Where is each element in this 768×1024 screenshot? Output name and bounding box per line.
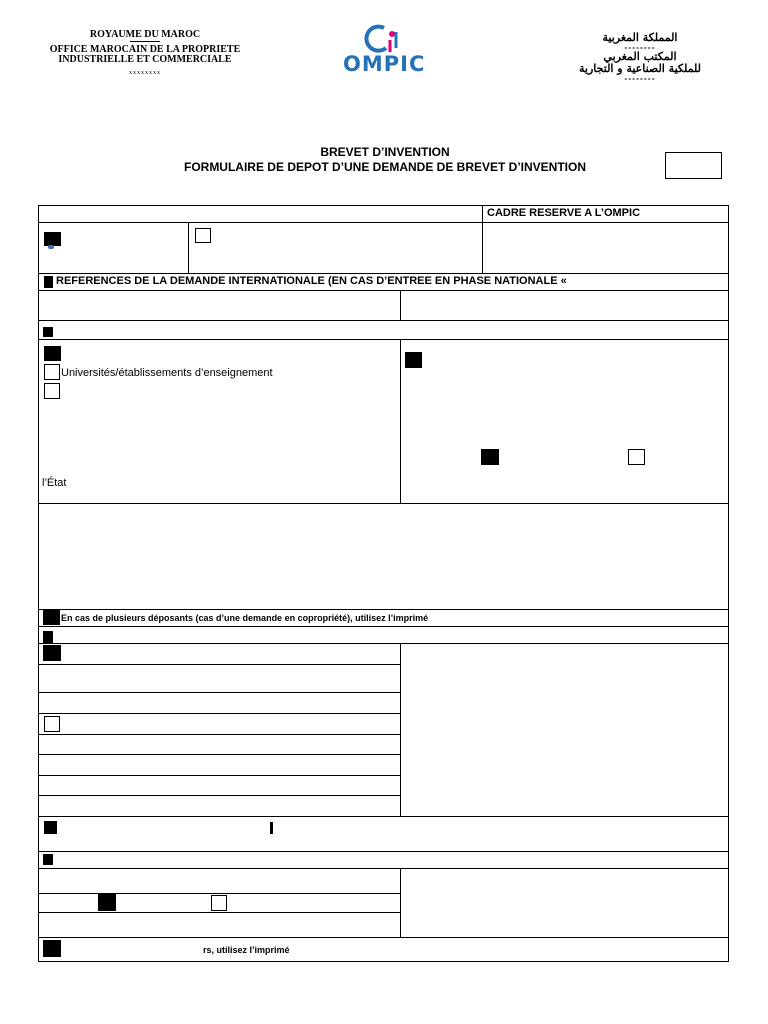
redacted-mark — [43, 631, 53, 643]
grid-line — [38, 775, 400, 776]
grid-line — [38, 961, 729, 962]
redacted-mark — [270, 822, 273, 834]
checkbox[interactable] — [211, 895, 227, 911]
logo-emblem-icon — [340, 22, 440, 56]
header-arabic — [545, 32, 735, 82]
grid-line — [38, 339, 729, 340]
grid-line — [728, 205, 729, 962]
grid-line — [38, 734, 400, 735]
grid-line — [38, 868, 729, 869]
logo-text: OMPIC — [343, 52, 426, 76]
arabic-office-line1: المكتب المغربي — [603, 50, 677, 63]
grid-line — [38, 713, 400, 714]
grid-line — [38, 816, 729, 817]
redacted-mark — [44, 276, 53, 288]
grid-line — [38, 937, 729, 938]
grid-line — [400, 643, 401, 816]
kingdom-name: ROYAUME DU MAROC — [89, 29, 201, 40]
header-rule — [130, 41, 160, 42]
redacted-mark — [44, 232, 61, 246]
checkbox[interactable] — [44, 383, 60, 399]
arabic-office-line2: للملكية الصناعية و التجارية — [579, 62, 701, 75]
redacted-mark — [43, 940, 61, 957]
bullet-icon — [48, 245, 54, 249]
universities-label: Universités/établissements d’enseignement — [61, 367, 273, 379]
bottom-note: rs, utilisez l’imprimé — [203, 945, 290, 955]
redacted-mark — [43, 645, 61, 661]
grid-line — [38, 795, 400, 796]
multiple-depositors-note: En cas de plusieurs déposants (cas d’une demande en copropriété), utilisez l’imprimé — [61, 613, 429, 623]
arabic-kingdom-name: المملكة المغربية — [602, 31, 678, 44]
reserved-ompic-label: CADRE RESERVE A L’OMPIC — [487, 207, 641, 219]
grid-line — [38, 320, 729, 321]
grid-line — [38, 893, 400, 894]
title-line2: FORMULAIRE DE DEPOT D’UNE DEMANDE DE BREVET D’INVENTION — [183, 160, 587, 174]
grid-line — [38, 912, 400, 913]
checkbox[interactable] — [44, 716, 60, 732]
grid-line — [38, 205, 39, 962]
reference-number-box[interactable] — [665, 152, 722, 179]
office-name-line1: OFFICE MAROCAIN DE LA PROPRIETE — [49, 44, 241, 55]
grid-line — [400, 868, 401, 937]
checkbox[interactable] — [628, 449, 645, 465]
grid-line — [38, 222, 729, 223]
checkbox[interactable] — [195, 228, 211, 243]
grid-line — [38, 754, 400, 755]
redacted-mark — [405, 352, 422, 368]
header-french — [40, 30, 250, 78]
ompic-logo — [340, 22, 440, 78]
grid-line — [482, 205, 483, 273]
etat-label: l’État — [42, 477, 67, 489]
redacted-mark — [43, 610, 60, 625]
grid-line — [38, 664, 400, 665]
redacted-mark — [43, 854, 53, 865]
office-name-line2: INDUSTRIELLE ET COMMERCIALE — [58, 54, 232, 65]
header-small-mark: xxxxxxxx — [129, 70, 161, 76]
grid-line — [38, 503, 729, 504]
universities-checkbox[interactable] — [44, 364, 60, 380]
redacted-mark — [44, 346, 61, 361]
arabic-dash-2: -------- — [624, 74, 656, 83]
redacted-mark — [481, 449, 499, 465]
arabic-dash-1: -------- — [624, 43, 656, 52]
grid-line — [38, 273, 729, 274]
grid-line — [400, 339, 401, 503]
form-title — [100, 145, 670, 175]
intl-references-label: REFERENCES DE LA DEMANDE INTERNATIONALE (EN CAS D’ENTREE EN PHASE NATIONALE « — [56, 275, 567, 287]
grid-line — [38, 609, 729, 610]
grid-line — [38, 626, 729, 627]
grid-line — [38, 205, 729, 206]
redacted-mark — [98, 894, 116, 911]
grid-line — [188, 222, 189, 273]
grid-line — [38, 692, 400, 693]
redacted-mark — [43, 327, 53, 337]
grid-line — [400, 290, 401, 320]
title-line1: BREVET D’INVENTION — [320, 145, 450, 159]
redacted-mark — [44, 821, 57, 834]
grid-line — [38, 643, 729, 644]
grid-line — [38, 851, 729, 852]
grid-line — [38, 290, 729, 291]
